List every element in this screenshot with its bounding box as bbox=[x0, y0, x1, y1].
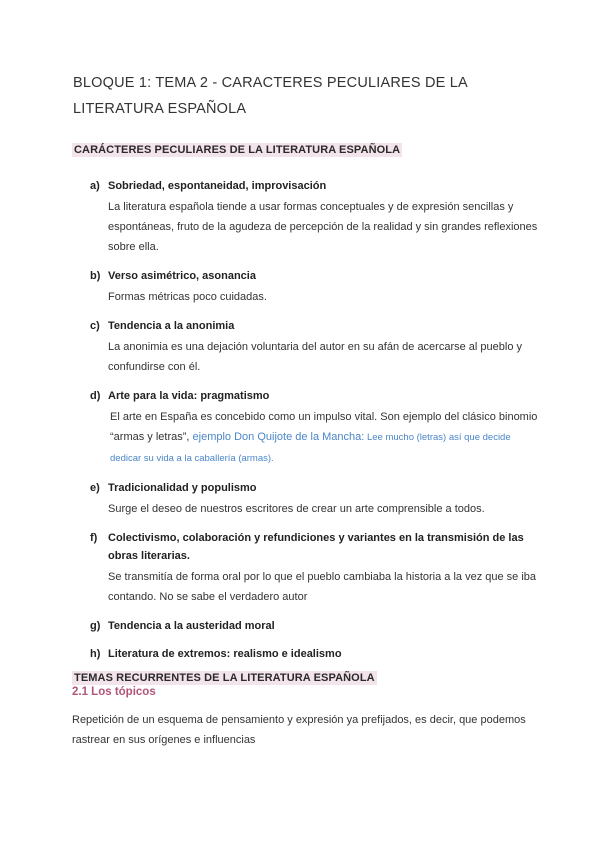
document-title: BLOQUE 1: TEMA 2 - CARACTERES PECULIARES DE LA LITERATURA ESPAÑOLA bbox=[73, 75, 468, 117]
item-heading: Arte para la vida: pragmatismo bbox=[108, 390, 270, 402]
item-letter: b) bbox=[90, 270, 101, 282]
item-letter: f) bbox=[90, 532, 98, 544]
item-heading: Sobriedad, espontaneidad, improvisación bbox=[108, 180, 327, 192]
item-heading: Literatura de extremos: realismo e idealismo bbox=[108, 648, 342, 660]
item-letter: a) bbox=[90, 180, 100, 192]
item-body-text: El arte en España es concebido como un impulso vital. Son ejemplo del clásico binomio “armas y letras”, bbox=[110, 411, 538, 443]
quijote-note-text: Lee mucho (letras) así que decide dedicar su vida a la caballería (armas). bbox=[110, 432, 511, 464]
item-letter: c) bbox=[90, 320, 100, 332]
item-heading: Tradicionalidad y populismo bbox=[108, 482, 257, 494]
list-item bbox=[90, 617, 540, 635]
topicos-paragraph: Repetición de un esquema de pensamiento y expresión ya prefijados, es decir, que podemos rastrear en sus orígenes e influencias bbox=[72, 714, 526, 746]
item-heading: Tendencia a la anonimia bbox=[108, 320, 235, 332]
list-item bbox=[90, 267, 540, 307]
characteristics-list bbox=[90, 177, 540, 673]
section-heading-text: TEMAS RECURRENTES DE LA LITERATURA ESPAÑOLA bbox=[74, 672, 375, 684]
list-item bbox=[90, 645, 540, 663]
section-heading-text: CARÁCTERES PECULIARES DE LA LITERATURA ESPAÑOLA bbox=[74, 144, 401, 156]
item-body: Se transmitía de forma oral por lo que el pueblo cambiaba la historia a la vez que se iba contando. No se sabe el verdadero autor bbox=[108, 571, 537, 603]
section-heading-caracteres bbox=[72, 140, 402, 158]
item-body: Formas métricas poco cuidadas. bbox=[108, 291, 267, 303]
quijote-note-link: ejemplo Don Quijote de la Mancha: bbox=[192, 431, 365, 443]
item-body: La anonimia es una dejación voluntaria del autor en su afán de acercarse al pueblo y confundirse con él. bbox=[108, 341, 522, 373]
item-letter: g) bbox=[90, 620, 101, 632]
list-item bbox=[90, 479, 540, 519]
section-heading-temas bbox=[72, 668, 377, 686]
item-letter: h) bbox=[90, 648, 101, 660]
item-body: Surge el deseo de nuestros escritores de crear un arte comprensible a todos. bbox=[108, 503, 485, 515]
item-letter: d) bbox=[90, 390, 101, 402]
item-heading: Verso asimétrico, asonancia bbox=[108, 270, 256, 282]
list-item bbox=[90, 317, 540, 377]
item-body: La literatura española tiende a usar formas conceptuales y de expresión sencillas y espontáneas, fruto de la agudeza de percepción de la realidad y sin grandes reflexiones sobre ella. bbox=[108, 201, 538, 253]
list-item bbox=[90, 177, 540, 257]
list-item bbox=[90, 529, 540, 607]
list-item bbox=[90, 387, 540, 469]
item-heading: Colectivismo, colaboración y refundiciones y variantes en la transmisión de las obras literarias. bbox=[108, 532, 524, 562]
item-body bbox=[110, 407, 540, 469]
item-heading: Tendencia a la austeridad moral bbox=[108, 620, 275, 632]
subheading-topicos: 2.1 Los tópicos bbox=[72, 686, 156, 698]
item-letter: e) bbox=[90, 482, 100, 494]
